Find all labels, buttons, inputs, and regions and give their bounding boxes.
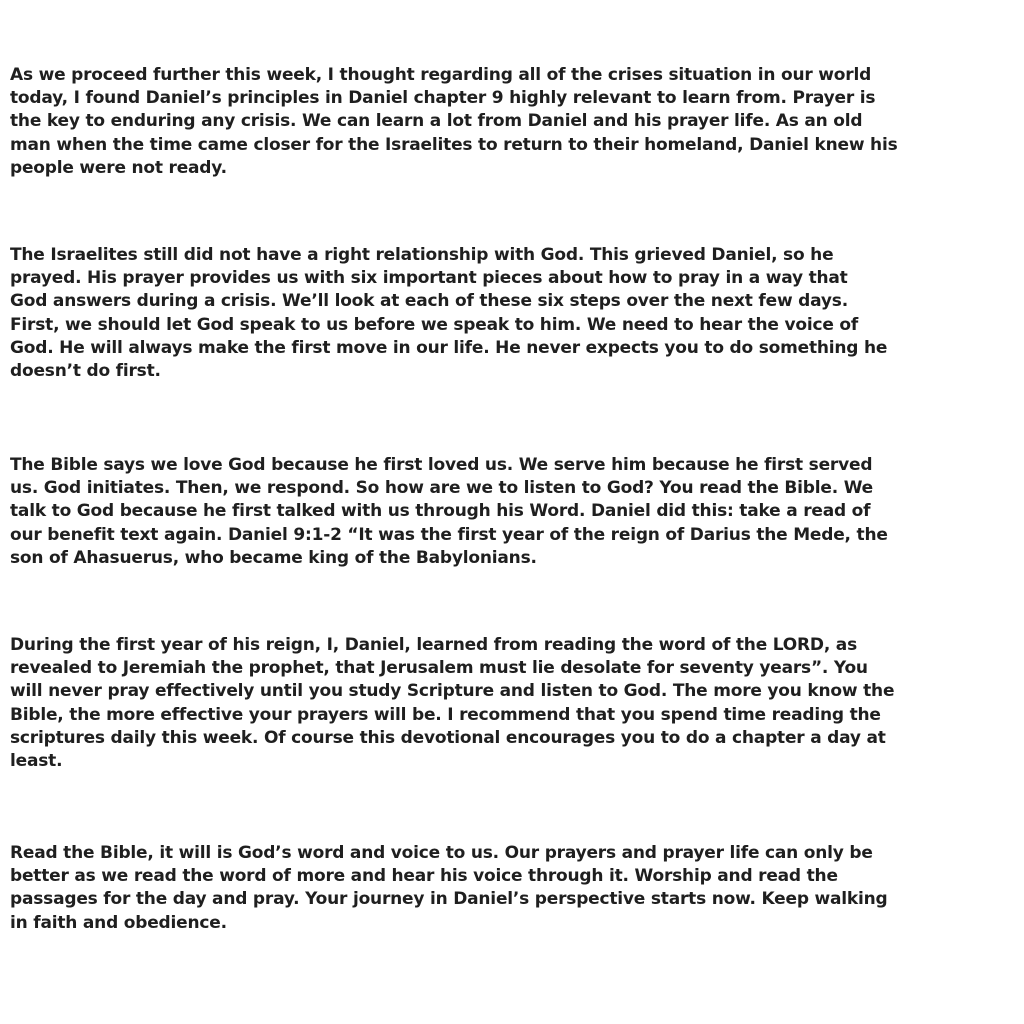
paragraph-line: better as we read the word of more and hear his voice through it. Worship and read the — [10, 866, 838, 887]
paragraph-line: people were not ready. — [10, 157, 227, 178]
paragraph-line: will never pray effectively until you study Scripture and listen to God. The more you know the — [10, 681, 895, 702]
paragraph-line: As we proceed further this week, I thought regarding all of the crises situation in our world — [10, 65, 872, 85]
paragraph-3 — [10, 454, 888, 570]
paragraph-line: prayed. His prayer provides us with six important pieces about how to pray in a way that — [10, 268, 848, 289]
paragraph-line: Bible, the more effective your prayers will be. I recommend that you spend time reading the — [10, 704, 881, 725]
paragraph-line: Read the Bible, it will is God’s word and voice to us. Our prayers and prayer life can only be — [10, 843, 873, 863]
paragraph-line: least. — [10, 751, 63, 772]
paragraph-line: God. He will always make the first move in our life. He never expects you to do something he — [10, 337, 888, 358]
paragraph-line: today, I found Daniel’s principles in Daniel chapter 9 highly relevant to learn from. Prayer is — [10, 88, 876, 109]
paragraph-2 — [10, 244, 887, 383]
paragraph-line: us. God initiates. Then, we respond. So how are we to listen to God? You read the Bible. We — [10, 478, 873, 499]
paragraph-line: The Bible says we love God because he first loved us. We serve him because he first served — [10, 455, 873, 475]
paragraph-5 — [10, 842, 888, 935]
paragraph-1 — [10, 64, 898, 180]
paragraph-line: passages for the day and pray. Your journey in Daniel’s perspective starts now. Keep walking — [10, 889, 888, 910]
paragraph-line: in faith and obedience. — [10, 912, 227, 933]
paragraph-4 — [10, 634, 894, 773]
paragraph-line: scriptures daily this week. Of course this devotional encourages you to do a chapter a day at — [10, 727, 886, 748]
paragraph-line: the key to enduring any crisis. We can learn a lot from Daniel and his prayer life. As an old — [10, 111, 863, 132]
paragraph-line: The Israelites still did not have a right relationship with God. This grieved Daniel, so he — [10, 245, 834, 265]
paragraph-line: First, we should let God speak to us before we speak to him. We need to hear the voice of — [10, 314, 859, 335]
paragraph-line: doesn’t do first. — [10, 361, 161, 382]
paragraph-line: talk to God because he first talked with us through his Word. Daniel did this: take a read of — [10, 501, 871, 522]
paragraph-line: God answers during a crisis. We’ll look at each of these six steps over the next few days. — [10, 291, 848, 312]
paragraph-line: During the first year of his reign, I, Daniel, learned from reading the word of the LORD, as — [10, 635, 857, 655]
paragraph-line: son of Ahasuerus, who became king of the Babylonians. — [10, 547, 537, 568]
paragraph-line: our benefit text again. Daniel 9:1-2 “It was the first year of the reign of Darius the Mede, the — [10, 524, 888, 545]
paragraph-line: man when the time came closer for the Israelites to return to their homeland, Daniel knew his — [10, 134, 898, 155]
paragraph-line: revealed to Jeremiah the prophet, that Jerusalem must lie desolate for seventy years”. You — [10, 658, 868, 679]
